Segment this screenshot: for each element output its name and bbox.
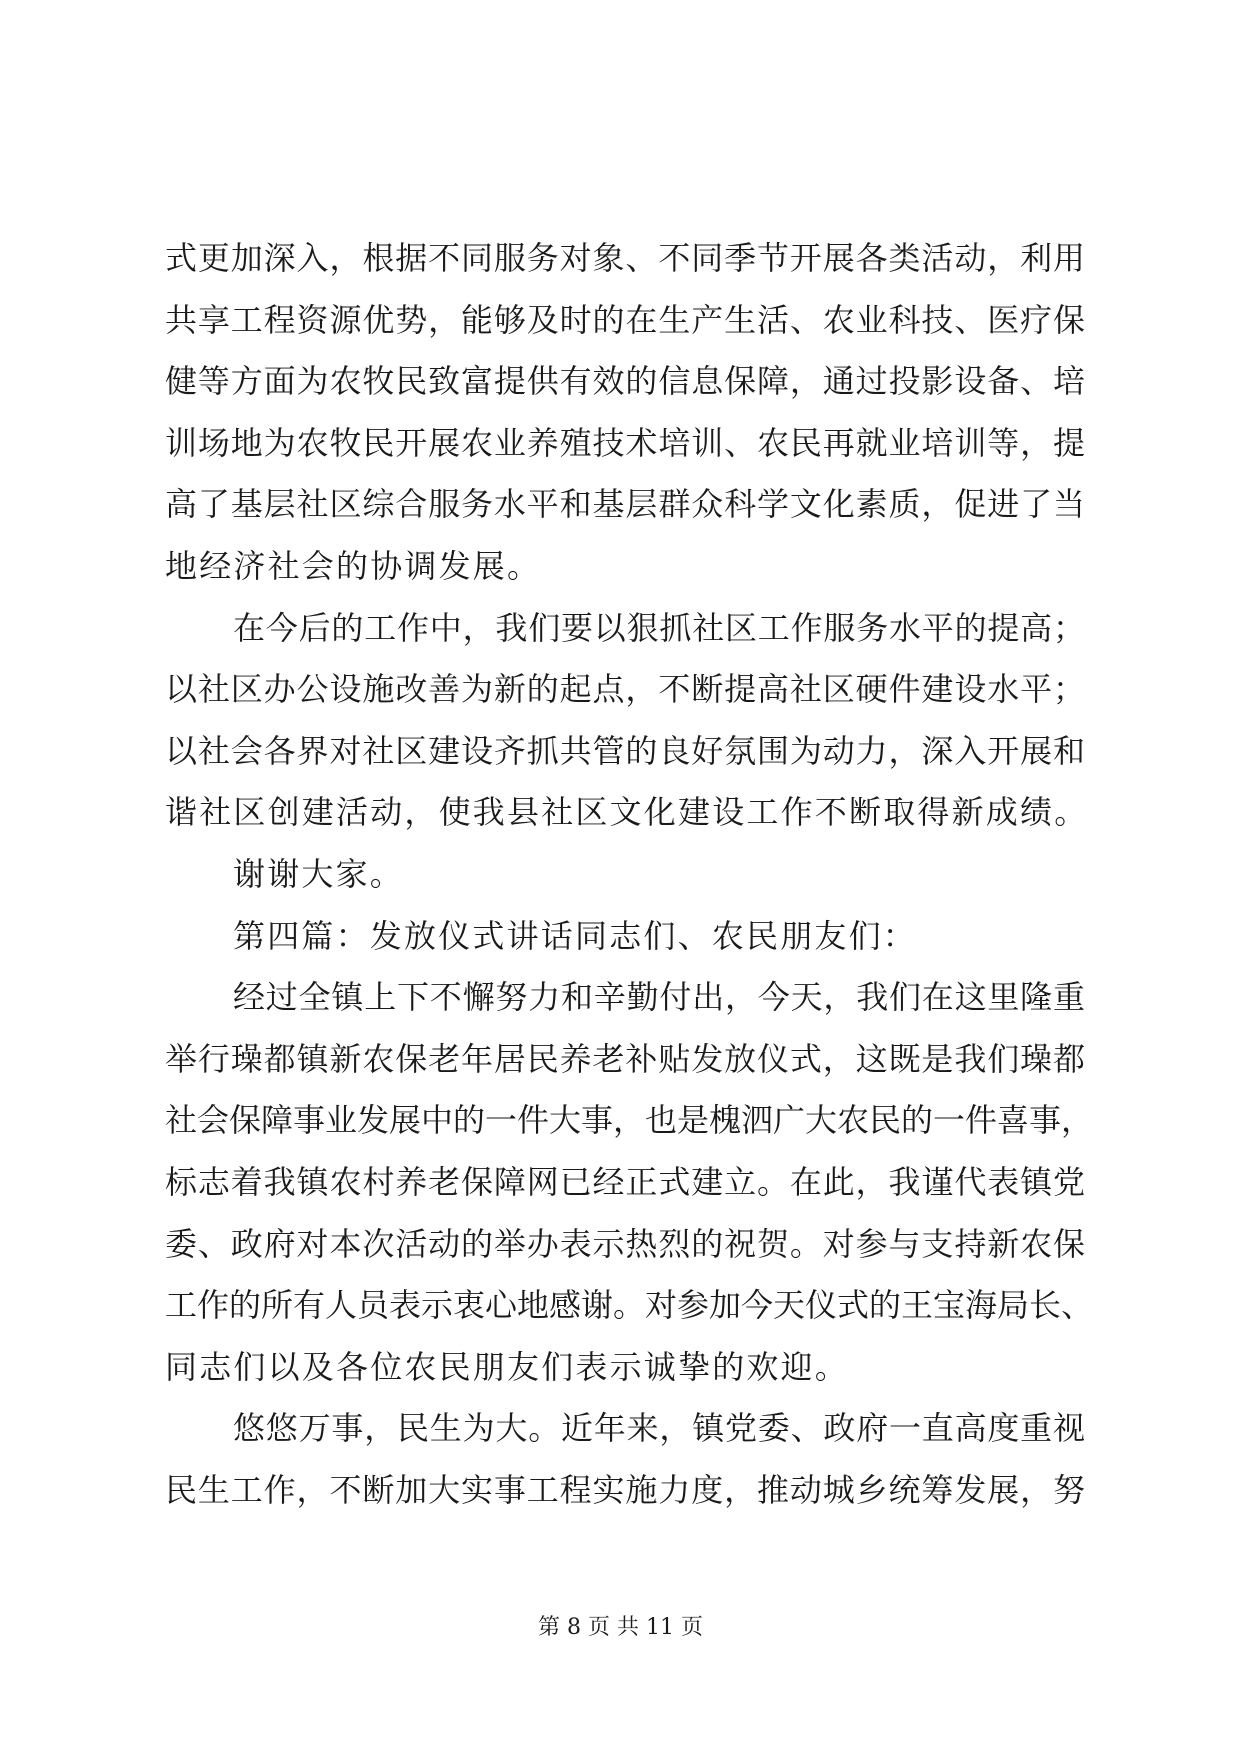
text-line: 社会保障事业发展中的一件大事，也是槐泗广大农民的一件喜事， — [165, 1101, 1094, 1140]
text-line: 以社区办公设施改善为新的起点，不断提高社区硬件建设水平； — [165, 670, 1085, 709]
paragraph-start-line: 经过全镇上下不懈努力和辛勤付出，今天，我们在这里隆重 — [233, 978, 1085, 1017]
page-footer — [0, 1610, 1241, 1641]
text-line: 标志着我镇农村养老保障网已经正式建立。在此，我谨代表镇党 — [165, 1162, 1085, 1201]
text-line: 共享工程资源优势，能够及时的在生产生活、农业科技、医疗保 — [165, 300, 1085, 339]
text-line: 训场地为农牧民开展农业养殖技术培训、农民再就业培训等，提 — [165, 423, 1085, 462]
paragraph-start-line: 悠悠万事，民生为大。近年来，镇党委、政府一直高度重视 — [233, 1409, 1085, 1448]
text-line: 健等方面为农牧民致富提供有效的信息保障，通过投影设备、培 — [165, 362, 1085, 401]
text-line: 高了基层社区综合服务水平和基层群众科学文化素质，促进了当 — [165, 485, 1085, 524]
text-line: 式更加深入，根据不同服务对象、不同季节开展各类活动，利用 — [165, 239, 1085, 277]
closing-line: 谢谢大家。 — [233, 854, 405, 893]
text-line: 举行璪都镇新农保老年居民养老补贴发放仪式，这既是我们璪都 — [165, 1039, 1085, 1078]
document-body — [165, 228, 1094, 1521]
text-line: 工作的所有人员表示衷心地感谢。对参加今天仪式的王宝海局长、 — [165, 1286, 1094, 1325]
text-line: 同志们以及各位农民朋友们表示诚挚的欢迎。 — [165, 1347, 850, 1386]
page-number-label: 第 8 页 共 11 页 — [538, 1615, 703, 1640]
section-heading: 第四篇：发放仪式讲话同志们、农民朋友们： — [233, 916, 918, 955]
text-line: 以社会各界对社区建设齐抓共管的良好氛围为动力，深入开展和 — [165, 731, 1085, 770]
text-line: 民生工作，不断加大实事工程实施力度，推动城乡统筹发展，努 — [165, 1470, 1085, 1509]
text-line: 谐社区创建活动，使我县社区文化建设工作不断取得新成绩。 — [165, 793, 1089, 832]
paragraph-start-line: 在今后的工作中，我们要以狠抓社区工作服务水平的提高； — [233, 608, 1085, 647]
text-line: 委、政府对本次活动的举办表示热烈的祝贺。对参与支持新农保 — [165, 1224, 1085, 1263]
text-line: 地经济社会的协调发展。 — [165, 546, 542, 585]
